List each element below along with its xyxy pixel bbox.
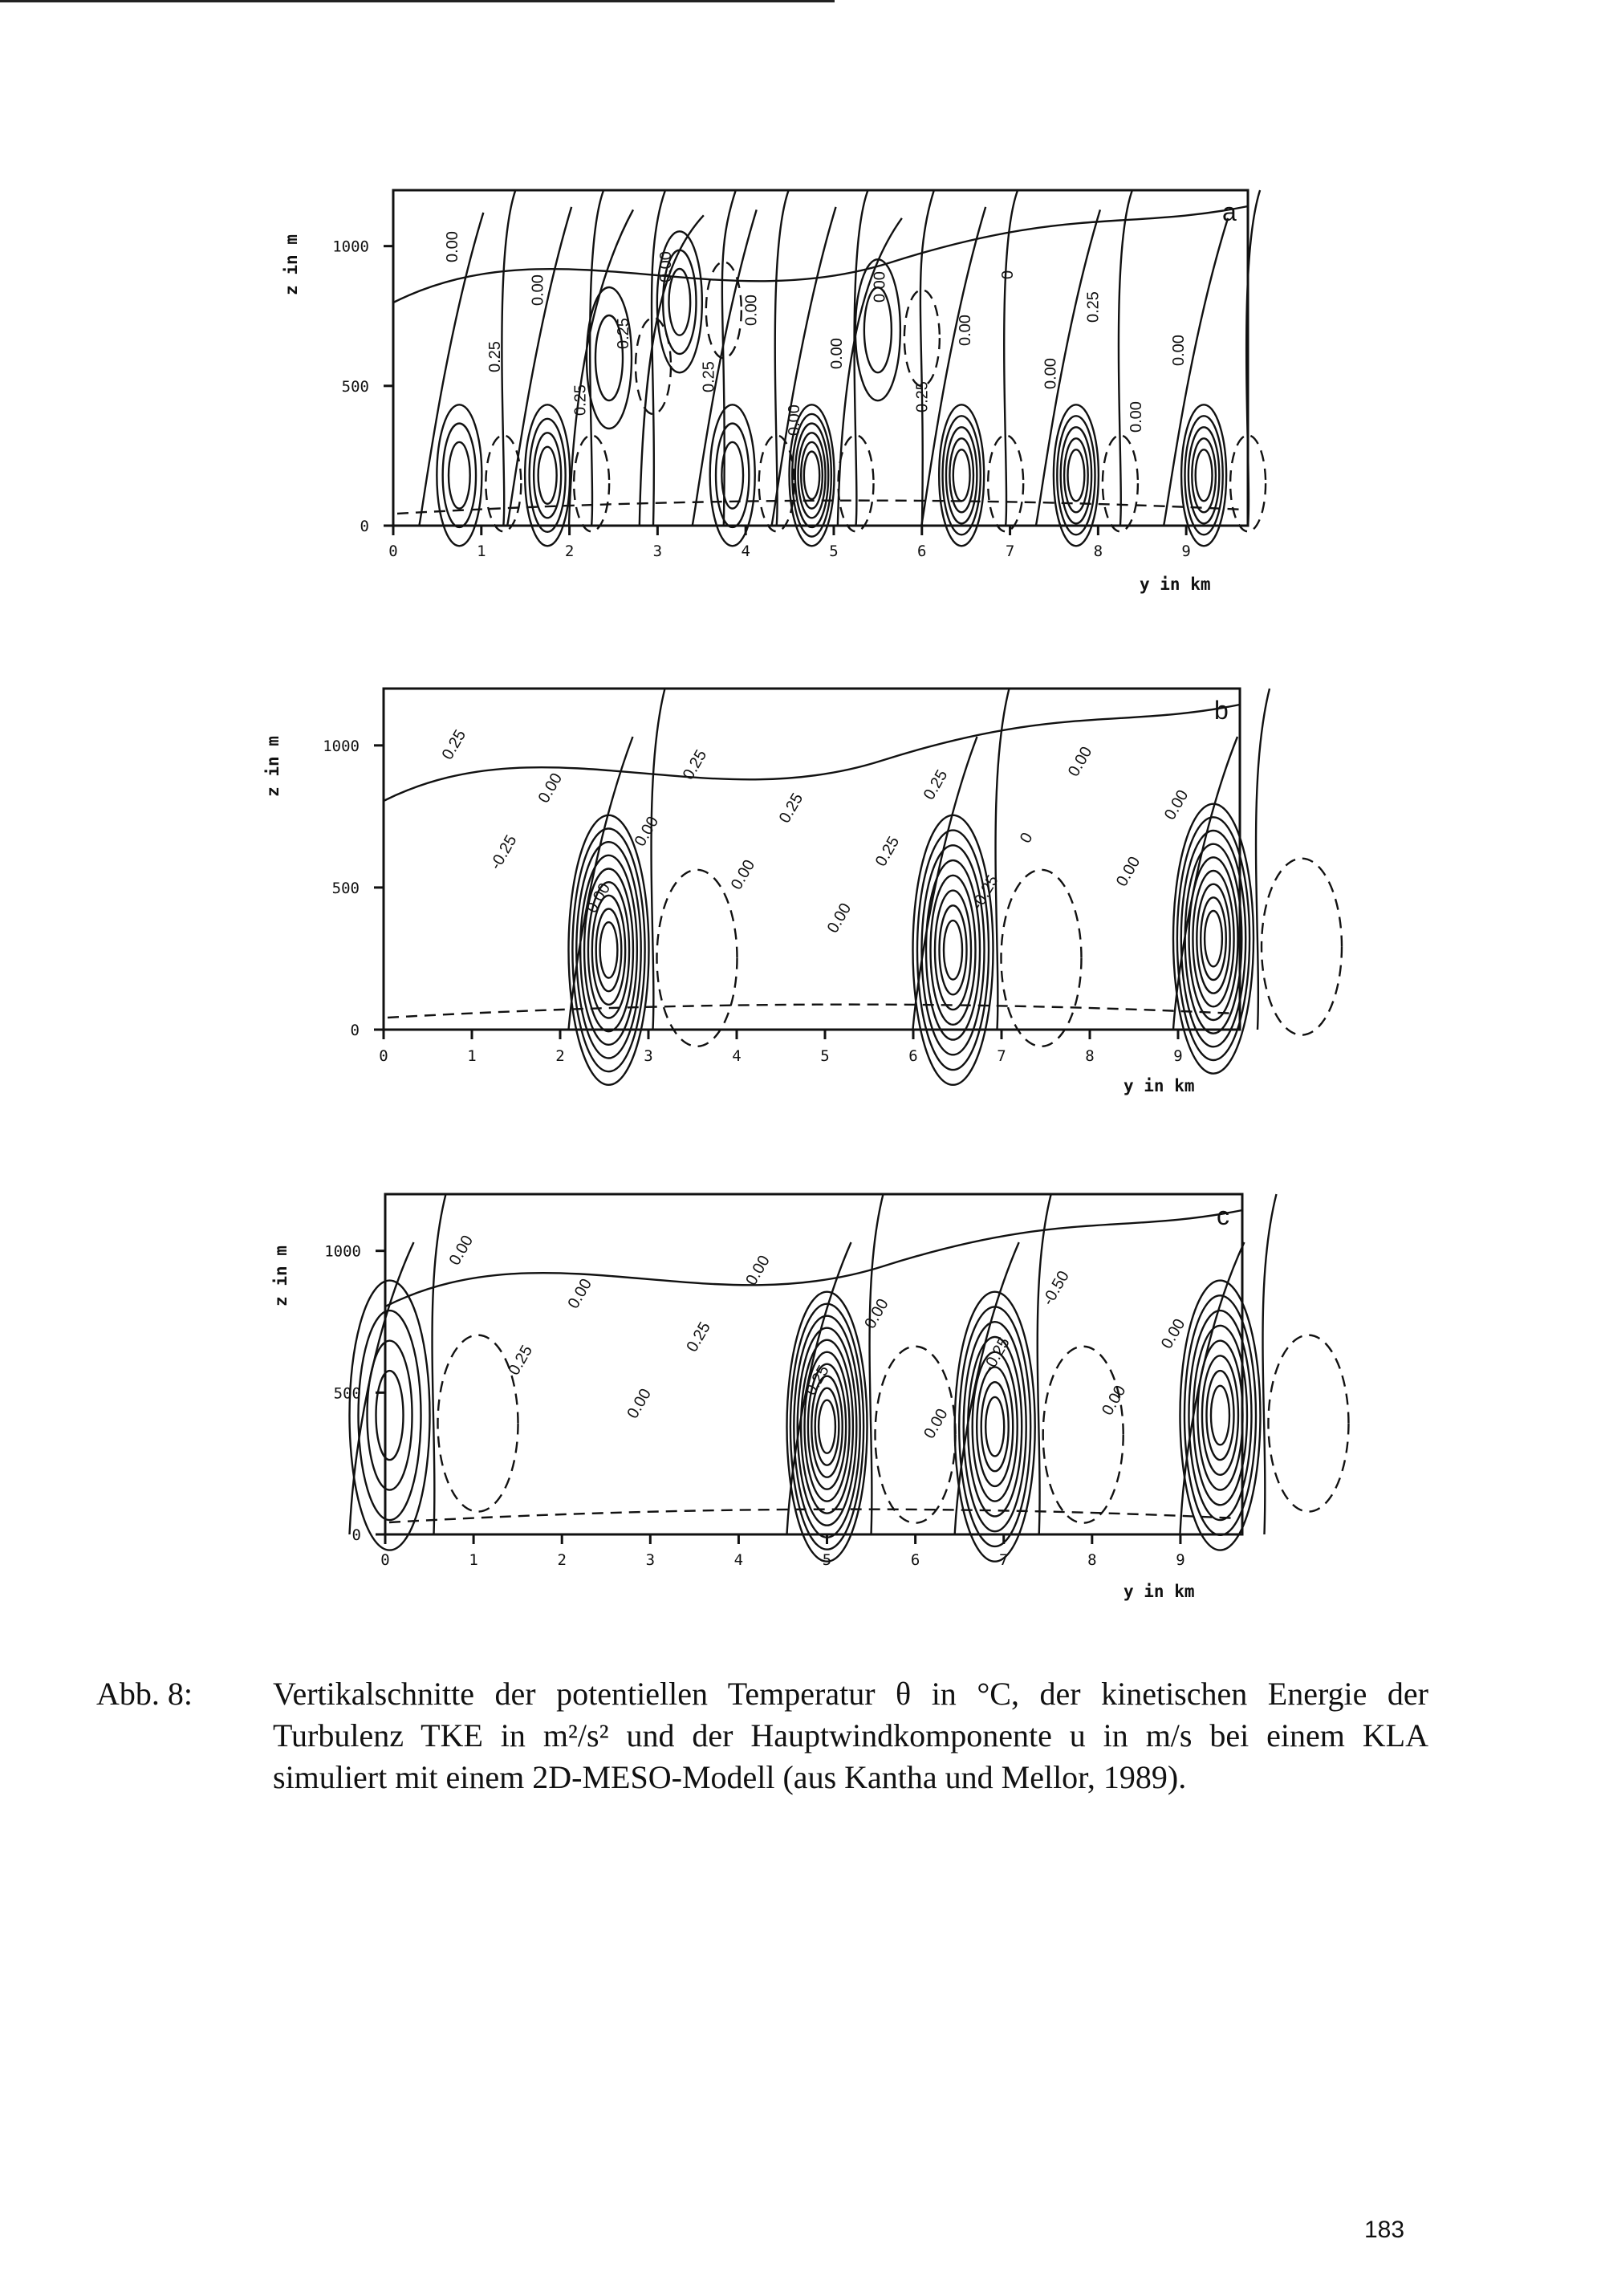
panel-letter: b (1214, 696, 1229, 725)
contour-ring (376, 1371, 404, 1460)
x-tick-label: 6 (917, 543, 927, 560)
contour-value-label: 0.00 (1127, 401, 1145, 433)
contour-value-label: 0.00 (920, 1405, 952, 1442)
y-tick-label: 0 (350, 1022, 360, 1039)
contour-dashed (876, 1347, 956, 1523)
contour-value-label: 0.00 (583, 880, 615, 916)
contour-line (433, 1194, 446, 1534)
x-axis-label: y in km (1124, 1076, 1195, 1095)
x-tick-label: 0 (380, 1551, 390, 1569)
contour-value-label: 0.25 (802, 1362, 833, 1399)
contour-value-label: 0.00 (871, 271, 889, 303)
contour-ring (819, 1400, 835, 1453)
y-tick-label: 1000 (332, 238, 369, 256)
panel-letter: c (1217, 1201, 1229, 1230)
contour-value-label: 0.00 (657, 251, 676, 282)
contour-value-label: -0.25 (980, 1335, 1014, 1376)
page-number: 183 (1364, 2217, 1405, 2243)
contour-value-label: 0.00 (534, 770, 567, 807)
contour-value-label: 0.00 (1064, 743, 1096, 780)
x-tick-label: 1 (467, 1047, 477, 1065)
x-tick-label: 6 (908, 1047, 918, 1065)
x-tick-label: 2 (564, 543, 575, 560)
contour-cell (350, 1194, 518, 1550)
contour-value-label: 0.00 (564, 1275, 596, 1312)
x-tick-label: 7 (997, 1047, 1006, 1065)
contour-value-label: 0.25 (775, 790, 807, 827)
contour-line (385, 1210, 1242, 1309)
contour-value-label: 0.00 (1160, 786, 1193, 823)
contour-value-label: 0.00 (1098, 1382, 1130, 1419)
x-tick-label: 6 (910, 1551, 920, 1569)
contour-ring (1184, 1295, 1256, 1535)
contour-ring (1180, 1281, 1260, 1550)
contour-value-label: 0.25 (438, 726, 470, 763)
contour-value-label: 0.00 (861, 1295, 892, 1332)
y-axis-label: z in m (282, 234, 301, 295)
x-tick-label: 9 (1173, 1047, 1183, 1065)
contour-value-label: 0.00 (828, 338, 847, 369)
contour-ring (1211, 1386, 1229, 1445)
contour-value-label: -0.50 (1039, 1268, 1073, 1309)
caption-text: Vertikalschnitte der potentiellen Temperatur θ in °C, der kinetischen Energie der Turbulenz TKE in m²/s² und der Hauptwindkomponente u in m/s bei einem KLA simuliert mit einem 2D-MESO-Modell (aus Kantha und Mellor, 1989). (273, 1676, 1428, 1795)
x-tick-label: 0 (388, 543, 398, 560)
contour-line (1263, 1194, 1277, 1534)
x-tick-label: 5 (822, 1551, 832, 1569)
contour-value-label: 0.25 (913, 381, 932, 412)
x-tick-label: 2 (555, 1047, 565, 1065)
y-tick-label: 500 (331, 879, 360, 897)
contour-dashed (438, 1335, 518, 1512)
y-tick-label: 1000 (323, 737, 360, 755)
y-tick-label: 0 (360, 518, 369, 535)
contour-value-label: 0.00 (631, 813, 663, 850)
x-tick-label: 7 (1005, 543, 1015, 560)
y-tick-label: 0 (351, 1526, 361, 1544)
x-tick-label: 8 (1087, 1551, 1097, 1569)
contour-value-label: 0.00 (1112, 853, 1144, 890)
x-tick-label: 2 (557, 1551, 567, 1569)
contour-value-label: 0.25 (614, 318, 632, 349)
x-tick-label: 3 (644, 1047, 653, 1065)
contour-ring (350, 1281, 430, 1550)
contour-value-label: -0.25 (486, 832, 521, 873)
contour-value-label: 0.00 (742, 1252, 774, 1289)
x-tick-label: 1 (477, 543, 486, 560)
contour-ring (985, 1397, 1004, 1457)
contour-value-label: 0 (999, 270, 1018, 279)
contour-line (1038, 1194, 1051, 1534)
y-axis-label: z in m (271, 1246, 291, 1306)
contour-line (870, 1194, 884, 1534)
contour-value-label: 0.25 (683, 1319, 714, 1355)
x-tick-label: 7 (998, 1551, 1009, 1569)
contour-ring (798, 1328, 857, 1526)
caption-label: Abb. 8: (96, 1676, 193, 1712)
x-tick-label: 5 (829, 543, 839, 560)
contour-cell (955, 1194, 1124, 1562)
contour-value-label: 0.00 (443, 231, 461, 262)
x-tick-label: 4 (732, 1047, 742, 1065)
y-axis-label: z in m (263, 736, 282, 797)
contour-value-label: 0.00 (742, 295, 761, 326)
contour-value-label: 0.00 (823, 900, 855, 937)
contour-value-label: 0.00 (727, 856, 759, 893)
contour-ring (977, 1367, 1013, 1486)
contour-value-label: -0.25 (968, 872, 1002, 913)
contour-value-label: 0.00 (956, 315, 974, 346)
contour-value-label: 0.25 (920, 766, 952, 803)
contour-value-label: 0.00 (529, 274, 547, 306)
contour-value-label: 0 (1016, 829, 1037, 847)
x-tick-label: 8 (1093, 543, 1103, 560)
contour-dashed (1043, 1347, 1124, 1523)
contour-value-label: 0.00 (624, 1385, 655, 1422)
contour-value-label: 0.25 (872, 833, 904, 870)
y-tick-label: 1000 (324, 1242, 361, 1261)
contour-value-label: 0.00 (1170, 335, 1189, 366)
contour-value-label: 0.25 (1084, 291, 1103, 323)
contour-value-label: 0.00 (1042, 358, 1060, 389)
panel-letter: a (1222, 197, 1237, 226)
contour-value-label: 0.25 (679, 746, 711, 783)
x-tick-label: 5 (820, 1047, 830, 1065)
contour-value-label: 0.00 (785, 404, 803, 436)
x-tick-label: 4 (741, 543, 750, 560)
contour-value-label: 0.25 (700, 361, 718, 392)
contour-value-label: 0.00 (445, 1232, 477, 1269)
contour-value-label: 0.25 (571, 384, 590, 416)
contour-value-label: 0.00 (1157, 1315, 1189, 1352)
x-axis-label: y in km (1140, 575, 1211, 594)
x-tick-label: 9 (1181, 543, 1191, 560)
x-tick-label: 1 (469, 1551, 478, 1569)
x-tick-label: 3 (645, 1551, 656, 1569)
y-tick-label: 500 (341, 377, 369, 396)
x-tick-label: 8 (1085, 1047, 1095, 1065)
x-tick-label: 9 (1176, 1551, 1185, 1569)
y-tick-label: 500 (333, 1384, 361, 1403)
x-tick-label: 0 (379, 1047, 388, 1065)
contour-value-label: 0.25 (486, 341, 505, 372)
contour-value-label: 0.25 (505, 1342, 537, 1379)
x-axis-label: y in km (1124, 1582, 1195, 1601)
x-tick-label: 3 (652, 543, 663, 560)
contour-ring (1202, 1355, 1238, 1475)
x-tick-label: 4 (733, 1551, 744, 1569)
